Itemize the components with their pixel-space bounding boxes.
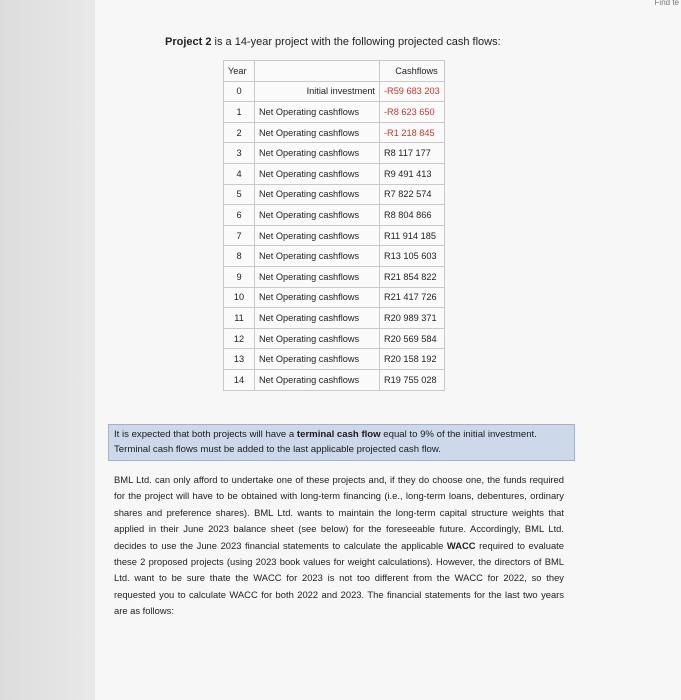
table-row (224, 369, 445, 390)
table-row (224, 205, 445, 226)
cashflow-table (223, 60, 445, 391)
table-row (224, 328, 445, 349)
year-cell: 7 (224, 225, 255, 246)
table-row (224, 266, 445, 287)
table-row (224, 225, 445, 246)
description-cell: Net Operating cashflows (255, 143, 380, 164)
description-cell: Net Operating cashflows (255, 102, 380, 123)
cashflows-header: Cashflows (380, 61, 445, 82)
amount-cell: R7 822 574 (380, 184, 445, 205)
year-cell: 2 (224, 122, 255, 143)
year-cell: 3 (224, 143, 255, 164)
amount-cell: R21 854 822 (380, 266, 445, 287)
amount-cell: -R59 683 203 (380, 81, 445, 102)
amount-cell: R20 158 192 (380, 349, 445, 370)
amount-cell: R11 914 185 (380, 225, 445, 246)
description-cell: Net Operating cashflows (255, 287, 380, 308)
body-paragraph (114, 472, 564, 620)
intro-text: is a 14-year project with the following projected cash flows: (211, 36, 501, 48)
year-cell: 5 (224, 184, 255, 205)
amount-cell: R13 105 603 (380, 246, 445, 267)
year-cell: 0 (224, 81, 255, 102)
description-cell: Net Operating cashflows (255, 328, 380, 349)
year-cell: 6 (224, 205, 255, 226)
table-row (224, 349, 445, 370)
project-name: Project 2 (165, 36, 212, 48)
table-row (224, 102, 445, 123)
cashflow-table-body (224, 81, 445, 390)
year-cell: 14 (224, 369, 255, 390)
table-row (224, 143, 445, 164)
table-row (224, 308, 445, 329)
description-cell: Net Operating cashflows (255, 349, 380, 370)
page-margin-shadow (0, 0, 95, 700)
amount-cell: R9 491 413 (380, 163, 445, 184)
year-cell: 10 (224, 287, 255, 308)
note-text-2: equal to 9% of the initial investment. Terminal cash flows must be added to the last applicable projected cash flow. (114, 429, 537, 455)
body-text-1: BML Ltd. can only afford to undertake one of these projects and, if they do choose one, the funds required for the project will have to be obtained with long-term financing (i.e., long-term loans, debentures, ordinary shares and preference shares). BML Ltd. wants to maintain the long-term capital structure weights that applied in their June 2023 balance sheet (see below) for the foreseeable future. Accordingly, BML Ltd. decides to use the June 2023 financial statements to calculate the applicable (114, 474, 564, 551)
desc-header (255, 61, 380, 82)
description-cell: Net Operating cashflows (255, 308, 380, 329)
amount-cell: R21 417 726 (380, 287, 445, 308)
description-cell: Net Operating cashflows (255, 122, 380, 143)
year-cell: 12 (224, 328, 255, 349)
description-cell: Net Operating cashflows (255, 184, 380, 205)
amount-cell: R20 989 371 (380, 308, 445, 329)
intro-line (165, 36, 501, 48)
description-cell: Net Operating cashflows (255, 246, 380, 267)
table-row (224, 287, 445, 308)
amount-cell: -R8 623 650 (380, 102, 445, 123)
amount-cell: R20 569 584 (380, 328, 445, 349)
year-cell: 1 (224, 102, 255, 123)
body-text-2: required to evaluate these 2 proposed projects (using 2023 book values for weight calculations). However, the directors of BML Ltd. want to be sure thate the WACC for 2023 is not too different from the WACC for 2022, so they requested you to calculate WACC for both 2022 and 2023. The financial statements for the last two years are as follows: (114, 539, 564, 617)
year-cell: 8 (224, 246, 255, 267)
corner-label: Find te (654, 0, 679, 7)
table-row (224, 163, 445, 184)
amount-cell: R19 755 028 (380, 369, 445, 390)
table-row (224, 184, 445, 205)
description-cell: Net Operating cashflows (255, 225, 380, 246)
note-text-1: It is expected that both projects will have a (114, 429, 297, 440)
year-cell: 13 (224, 349, 255, 370)
year-cell: 9 (224, 266, 255, 287)
description-cell: Net Operating cashflows (255, 266, 380, 287)
note-bold-term: terminal cash flow (296, 429, 381, 440)
table-row (224, 122, 445, 143)
description-cell: Initial investment (255, 81, 380, 102)
year-cell: 4 (224, 163, 255, 184)
description-cell: Net Operating cashflows (255, 205, 380, 226)
year-header: Year (224, 61, 255, 82)
year-cell: 11 (224, 308, 255, 329)
table-header-row (224, 61, 445, 82)
body-bold-wacc: WACC (446, 539, 476, 551)
amount-cell: R8 804 866 (380, 205, 445, 226)
description-cell: Net Operating cashflows (255, 163, 380, 184)
amount-cell: -R1 218 845 (380, 122, 445, 143)
amount-cell: R8 117 177 (380, 143, 445, 164)
terminal-cashflow-note (108, 424, 575, 461)
table-row (224, 81, 445, 102)
description-cell: Net Operating cashflows (255, 369, 380, 390)
table-row (224, 246, 445, 267)
